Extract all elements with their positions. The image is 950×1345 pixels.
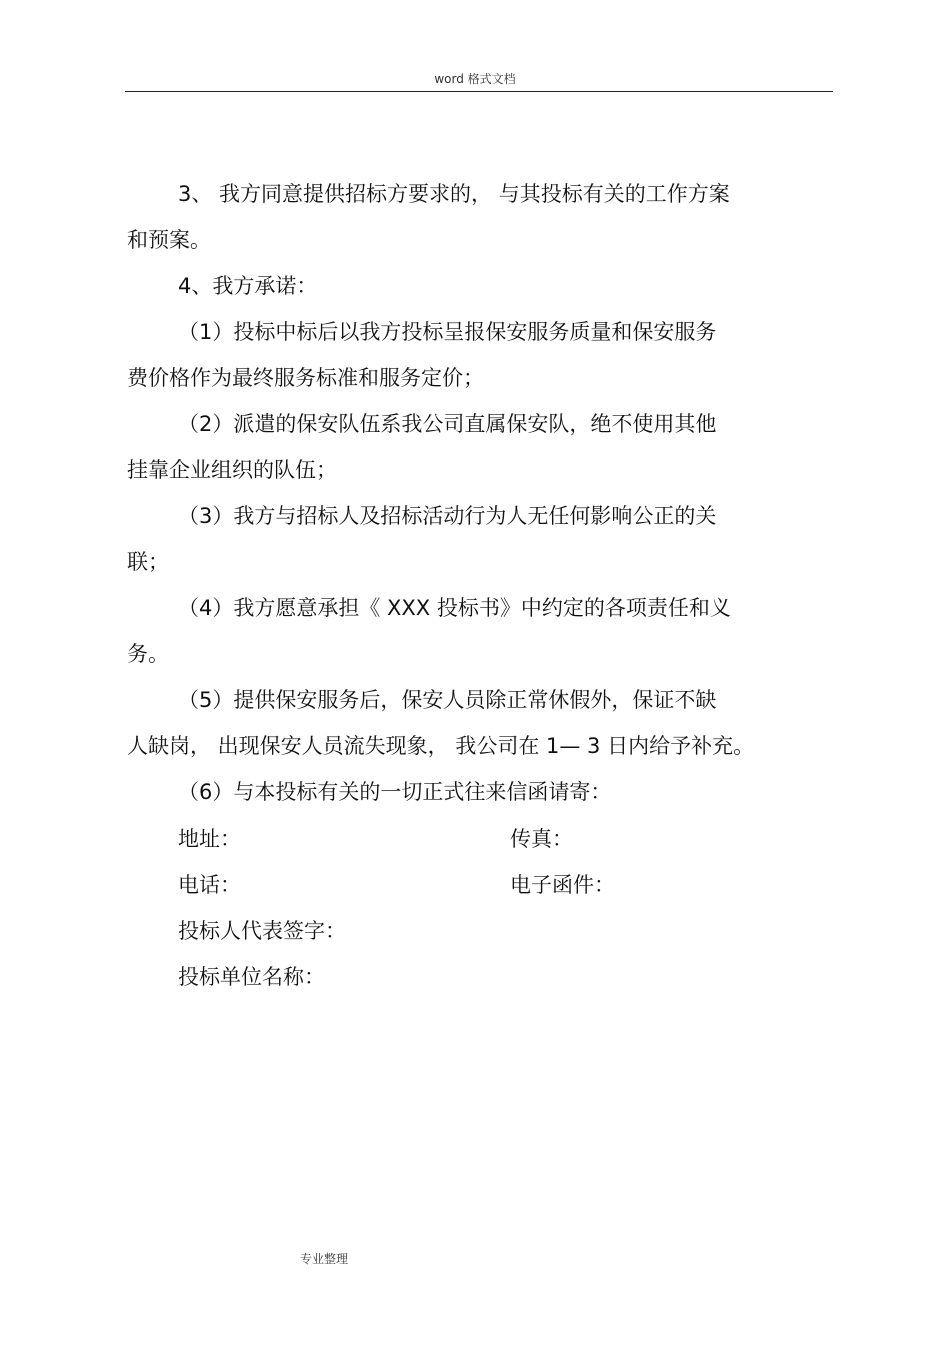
commitment-3-line-2: 联； [127,550,169,574]
signature-label: 投标人代表签字： [178,919,346,943]
item-4-title: 4、我方承诺： [178,274,318,298]
commitment-5-line-2: 人缺岗， 出现保安人员流失现象， 我公司在 1— 3 日内给予补充。 [127,734,755,758]
commitment-3-line-1: （3）我方与招标人及招标活动行为人无任何影响公正的关 [178,504,717,528]
commitment-1-line-1: （1）投标中标后以我方投标呈报保安服务质量和保安服务 [178,320,717,344]
commitment-5-line-1: （5）提供保安服务后，保安人员除正常休假外，保证不缺 [178,688,717,712]
commitment-2-line-1: （2）派遣的保安队伍系我公司直属保安队，绝不使用其他 [178,412,717,436]
commitment-4-line-1: （4）我方愿意承担《 XXX 投标书》中约定的各项责任和义 [178,596,731,620]
commitment-1-line-2: 费价格作为最终服务标准和服务定价； [127,366,484,390]
phone-label: 电话： [178,873,241,897]
commitment-2-line-2: 挂靠企业组织的队伍； [127,458,337,482]
item-3-line-1: 3、 我方同意提供招标方要求的， 与其投标有关的工作方案 [178,182,730,206]
item-3-line-2: 和预案。 [127,228,211,252]
company-name-label: 投标单位名称： [178,965,325,989]
commitment-6-line-1: （6）与本投标有关的一切正式往来信函请寄： [178,780,612,804]
email-label: 电子函件： [510,873,615,897]
header-divider [125,91,833,92]
page-footer-text: 专业整理 [300,1252,349,1266]
page-header-title: word 格式文档 [434,72,516,86]
commitment-4-line-2: 务。 [127,642,169,666]
fax-label: 传真： [510,827,573,851]
address-label: 地址： [178,827,241,851]
